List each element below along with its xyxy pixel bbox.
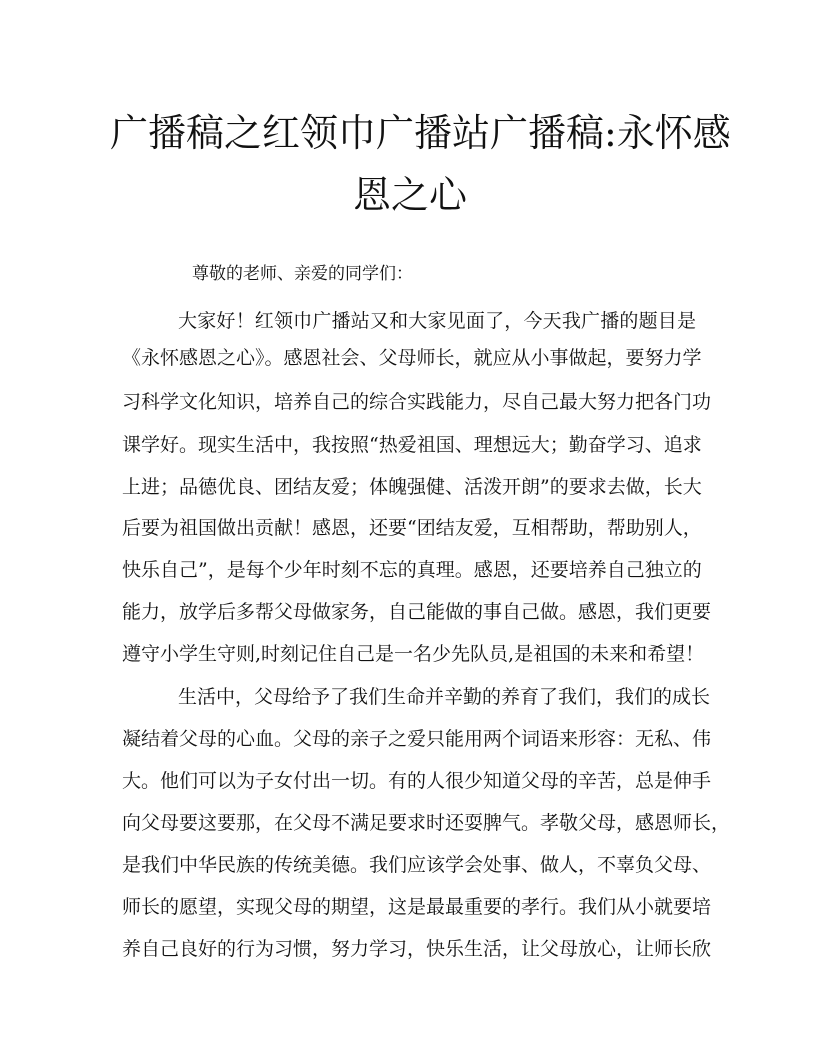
body-line: 大家好！红领巾广播站又和大家见面了，今天我广播的题目是 xyxy=(178,310,696,332)
body-line: 快乐自己”，是每个少年时刻不忘的真理。感恩，还要培养自己独立的 xyxy=(122,559,702,581)
body-line: 遵守小学生守则,时刻记住自己是一名少先队员,是祖国的未来和希望！ xyxy=(122,643,705,665)
body-line: 能力，放学后多帮父母做家务，自己能做的事自己做。感恩，我们更要 xyxy=(122,601,712,623)
body-line: 生活中，父母给予了我们生命并辛勤的养育了我们，我们的成长 xyxy=(178,686,711,708)
body-line: 养自己良好的行为习惯，努力学习，快乐生活，让父母放心，让师长欣 xyxy=(122,938,712,960)
body-line: 大。他们可以为子女付出一切。有的人很少知道父母的辛苦，总是伸手 xyxy=(122,770,712,792)
body-line: 习科学文化知识，培养自己的综合实践能力，尽自己最大努力把各门功 xyxy=(122,391,712,413)
body-line: 课学好。现实生活中，我按照“热爱祖国、理想远大；勤奋学习、追求 xyxy=(122,434,702,456)
body-line: 是我们中华民族的传统美德。我们应该学会处事、做人，不辜负父母、 xyxy=(122,854,712,876)
body-line: 上进；品德优良、团结友爱；体魄强健、活泼开朗”的要求去做，长大 xyxy=(122,476,702,498)
greeting-text: 尊敬的老师、亲爱的同学们： xyxy=(192,264,413,284)
body-line: 师长的愿望，实现父母的期望，这是最最重要的孝行。我们从小就要培 xyxy=(122,896,712,918)
body-line: 后要为祖国做出贡献！感恩，还要“团结友爱，互相帮助，帮助别人， xyxy=(122,517,702,539)
document-title-line-1: 广播稿之红领巾广播站广播稿:永怀感 xyxy=(110,111,731,155)
body-line: 向父母要这要那，在父母不满足要求时还耍脾气。孝敬父母，感恩师长， xyxy=(122,812,731,834)
body-line: 《永怀感恩之心》。感恩社会、父母师长，就应从小事做起，要努力学 xyxy=(122,347,702,369)
body-line: 凝结着父母的心血。父母的亲子之爱只能用两个词语来形容：无私、伟 xyxy=(122,728,712,750)
document-title-line-2: 恩之心 xyxy=(352,173,467,217)
